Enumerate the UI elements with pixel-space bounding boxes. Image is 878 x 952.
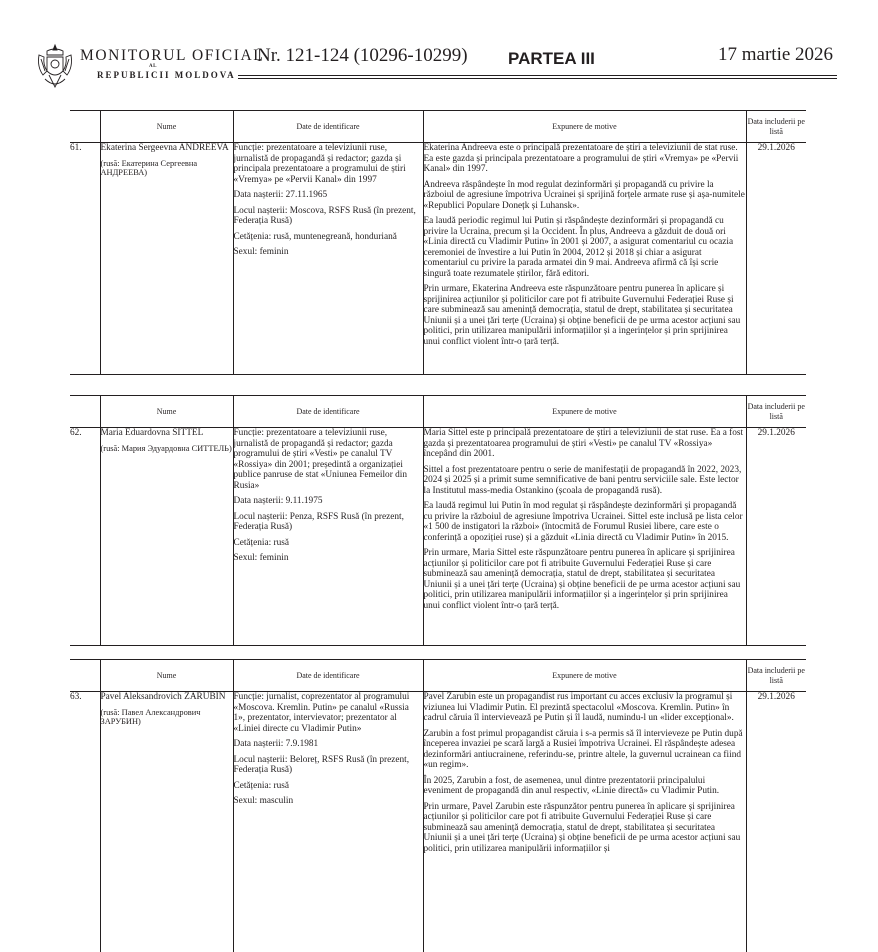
masthead-subtitle: REPUBLICII MOLDOVA [97,70,236,80]
reasons-cell [423,428,746,646]
reason-paragraph: Prin urmare, Maria Sittel este răspunzătoare pentru punerea în aplicare și sprijinirea acțiunilor și politicilor care pot fi atribuite Guvernului Federației Ruse și care subminează sau amenință democrația, statul de drept, stabilitatea și securitatea Uniunii și a unei țări terțe (Ucraina) și obține beneficii de pe urma acestor acțiuni sau politici, prin utilizarea manipulării informațiilor și a ingerințelor și prin sprijinirea unui conflict violent într-o țară terță. [423,548,741,611]
header-identification: Date de identificare [233,660,423,692]
table-header-row [70,111,806,143]
name-cyrillic: (rusă: Екатерина Сергеевна АНДРЕЕВА) [100,158,198,177]
function-text: Funcție: jurnalist, coprezentator al programului «Moscova. Kremlin. Putin» pe canalul «Russia 1», prezentator, intervievator; prezentator al «Liniei directe cu Vladimir Putin» [233,692,410,734]
table-header-row [70,396,806,428]
table-header-row [70,660,806,692]
function-text: Funcție: prezentatoare a televiziunii ruse, jurnalistă de propagandă și redactor; gazda programului de știri «Vesti» pe canalul TV «Rossiya» din 2001; președintă a organizației publice panruse de stat «Uniunea Femeilor din Rusia» [233,428,407,491]
header-reasons: Expunere de motive [423,660,746,692]
reason-paragraph: Prin urmare, Ekaterina Andreeva este răspunzătoare pentru punerea în aplicare și sprijinirea acțiunilor și politicilor care pot fi atribuite Guvernului Federației Ruse și care subminează sau amenință democrația, statul de drept, stabilitatea și securitatea Uniunii și a unei țări terțe (Ucraina) și obține beneficii de pe urma acestor acțiuni sau politici, prin utilizarea manipulării informațiilor și a ingerințelor și prin sprijinirea unui conflict violent într-o țară terță. [423,284,741,347]
name-latin: Maria Eduardovna SITTEL [100,428,204,438]
page-header [0,0,878,100]
header-identification: Date de identificare [233,396,423,428]
reason-paragraph: Ekaterina Andreeva este o principală prezentatoare de știri a televiziunii de stat ruse. Ea este gazda și principala prezentatoare a programului de știri «Vremya» pe «Pervii Kanal» din 1997. [423,143,739,174]
masthead-title: MONITORUL OFICIAL [80,47,265,64]
reasons-cell [423,692,746,952]
table-row [70,692,806,952]
identification-cell [233,692,423,952]
citizenship: Cetățenia: rusă [233,537,289,548]
issue-number: Nr. 121-124 (10296-10299) [257,45,468,66]
table-row [70,143,806,375]
table-row [70,428,806,646]
header-rule-top [238,75,837,76]
listing-date: 29.1.2026 [746,692,806,952]
sex: Sexul: feminin [233,247,289,257]
masthead-al: AL [149,64,157,69]
reason-paragraph: Ea laudă periodic regimul lui Putin și răspândește dezinformări și propagandă cu privire la Ucraina, precum și la Occident. În plus, Andreeva a găzduit de două ori «Linia directă cu Vladimir Putin» în 2001 și 2007, a asigurat comentariul cu ocazia ceremoniei de învestire a lui Putin în 2004, 2012 și 2018 și chiar a asigurat comentariul cu privire la parada armatei din 9 mai. Andreeva afirmă că își scrie singură toate rezumatele știrilor, fără editori. [423,216,734,279]
birth-date: Data nașterii: 9.11.1975 [233,496,323,506]
reasons-cell [423,143,746,375]
name-cell [100,692,233,952]
entry-number: 61. [70,143,100,375]
reason-paragraph: Sittel a fost prezentatoare pentru o serie de manifestații de propagandă în 2022, 2023, 2024 și 2025 și a primit sume semnificative de bani pentru serviciile sale. Este lector la Institutul mass-media Ostankino (școala de propagandă rusă). [423,464,742,496]
header-name: Nume [100,111,233,143]
reason-paragraph: În 2025, Zarubin a fost, de asemenea, unul dintre prezentatorii principalului eveniment de propagandă din anul respectiv, «Linie directă» cu Vladimir Putin. [423,775,720,796]
reason-paragraph: Pavel Zarubin este un propagandist rus important cu acces exclusiv la programul și viziunea lui Vladimir Putin. El prezintă spectacolul «Moscova. Kremlin. Putin» în cadrul căruia îl intervievează pe Putin și îl laudă, numindu-l un «lider excepțional». [423,692,734,723]
birth-date: Data nașterii: 27.11.1965 [233,190,328,200]
header-listing-date: Data includerii pe listă [746,111,806,143]
sanctions-table-entry-62 [70,395,806,646]
header-nr [70,396,100,428]
entry-number: 62. [70,428,100,646]
header-identification: Date de identificare [233,111,423,143]
header-name: Nume [100,396,233,428]
part-label: PARTEA III [508,49,595,68]
header-listing-date: Data includerii pe listă [746,396,806,428]
header-nr [70,111,100,143]
reason-paragraph: Andreeva răspândește în mod regulat dezinformări și propagandă cu privire la războiul de agresiune împotriva Ucrainei și sprijină forțele armate ruse și așa-numitele «Republici Populare Donețk și Luhansk». [423,179,745,211]
name-cyrillic: (rusă: Павел Александрович ЗАРУБИН) [100,707,201,726]
header-reasons: Expunere de motive [423,396,746,428]
sanctions-table-entry-63 [70,659,806,952]
name-cyrillic: (rusă: Мария Эдуардовна СИТТЕЛЬ) [100,443,232,453]
name-latin: Pavel Aleksandrovich ZARUBIN [100,692,226,702]
name-latin: Ekaterina Sergeevna ANDREEVA [100,143,229,153]
function-text: Funcție: prezentatoare a televiziunii ruse, jurnalistă de propagandă și redactor; gazda și principala prezentatoare a programului de știri «Vremya» pe «Pervii Kanal» din 1997 [233,143,406,185]
moldova-coat-of-arms-icon [35,41,75,91]
header-rule-bottom [238,78,837,79]
sanctions-table-entry-61 [70,110,806,375]
listing-date: 29.1.2026 [746,428,806,646]
birth-place: Locul nașterii: Penza, RSFS Rusă (în prezent, Federația Rusă) [233,511,404,532]
sex: Sexul: feminin [233,553,289,563]
header-name: Nume [100,660,233,692]
birth-place: Locul nașterii: Moscova, RSFS Rusă (în prezent, Federația Rusă) [233,205,416,226]
header-reasons: Expunere de motive [423,111,746,143]
header-nr [70,660,100,692]
reason-paragraph: Ea laudă regimul lui Putin în mod regulat și răspândește dezinformări și propagandă cu privire la războiul de agresiune împotriva Ucrainei. Sittel este inclusă pe lista celor «1 500 de instigatori la război» (întocmită de Forumul Rusiei libere, care este o conferință a opoziției ruse) și a găzduit «Linia directă cu Vladimir Putin» în 2015. [423,501,743,543]
birth-date: Data nașterii: 7.9.1981 [233,739,319,749]
listing-date: 29.1.2026 [746,143,806,375]
reason-paragraph: Prin urmare, Pavel Zarubin este răspunzător pentru punerea în aplicare și sprijinirea acțiunilor și politicilor care pot fi atribuite Guvernului Federației Ruse și care subminează sau amenință democrația, statul de drept, stabilitatea și securitatea Uniunii și a unei țări terțe (Ucraina) și obține beneficii de pe urma acestor acțiuni sau politici, prin utilizarea manipulării informațiilor și [423,801,741,854]
identification-cell [233,143,423,375]
reason-paragraph: Maria Sittel este p principală prezentatoare de știri a televiziunii de stat ruse. Ea a fost gazda și prezentatoarea programului de știri «Vesti» pe canalul TV «Rossiya» începând din 2001. [423,428,744,459]
citizenship: Cetățenia: rusă [233,780,289,791]
identification-cell [233,428,423,646]
issue-date: 17 martie 2026 [718,44,834,65]
citizenship: Cetățenia: rusă, muntenegreană, honduriană [233,231,397,242]
header-listing-date: Data includerii pe listă [746,660,806,692]
name-cell [100,143,233,375]
entry-number: 63. [70,692,82,702]
sex: Sexul: masculin [233,796,294,806]
birth-place: Locul nașterii: Beloreț, RSFS Rusă (în prezent, Federația Rusă) [233,754,410,775]
name-cell [100,428,233,646]
reason-paragraph: Zarubin a fost primul propagandist căruia i s-a permis să îl intervieveze pe Putin după începerea invaziei pe scară largă a Rusiei împotriva Ucrainei. El răspândește adesea dezinformări antiucrainene, referindu-se, printre altele, la guvernul ucrainean ca fiind «un regim». [423,728,743,770]
